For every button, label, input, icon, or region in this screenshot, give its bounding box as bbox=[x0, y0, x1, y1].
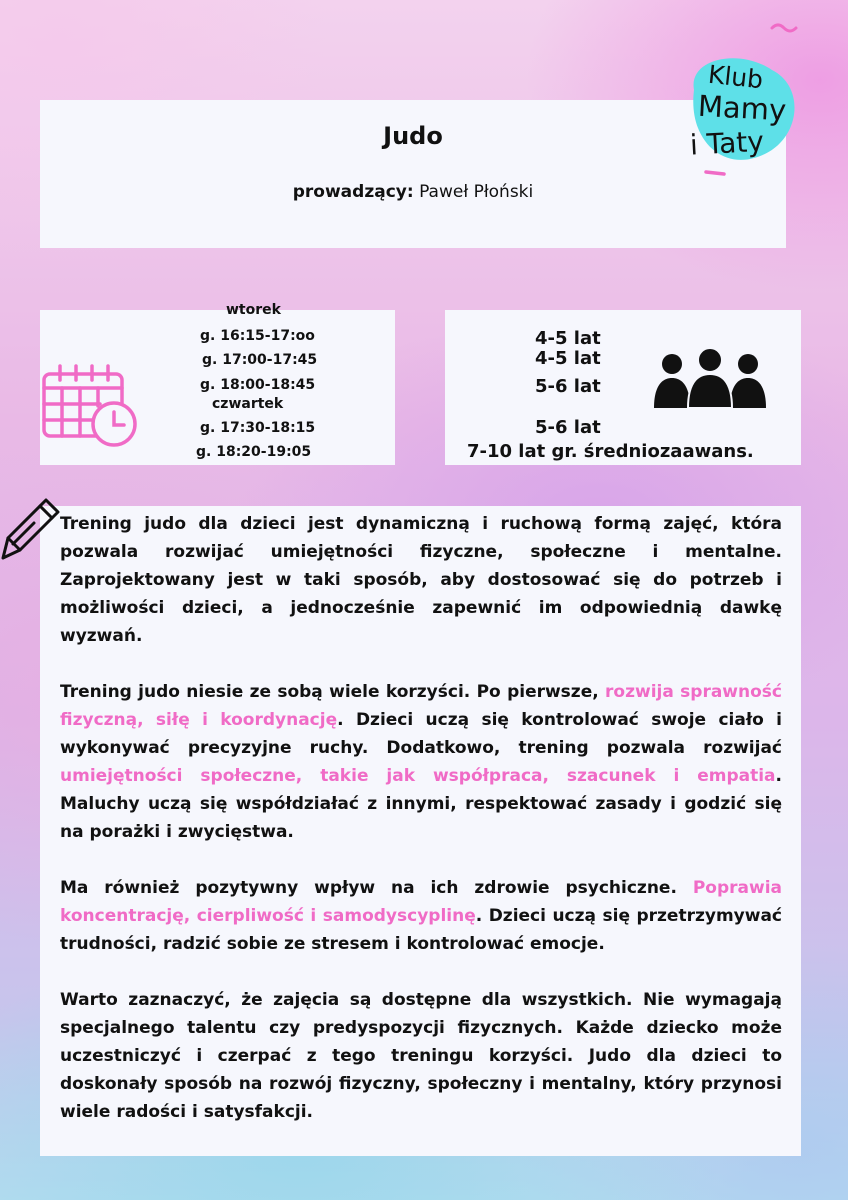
instructor-name: Paweł Płoński bbox=[419, 182, 534, 202]
highlight-text: umiejętności społeczne, takie jak współpraca, szacunek i empatia bbox=[60, 766, 776, 786]
description-text bbox=[60, 510, 782, 1154]
schedule-day-tuesday: wtorek bbox=[226, 302, 281, 318]
page-title: Judo bbox=[383, 122, 443, 150]
text-run: . Dzieci uczą się kontrolować swoje ciało i wykonywać precyzyjne ruchy. Dodatkowo, trening pozwala rozwijać bbox=[60, 710, 782, 758]
club-logo bbox=[680, 18, 810, 183]
description-paragraph bbox=[60, 874, 782, 958]
age-group: 5-6 lat bbox=[535, 417, 601, 438]
schedule-slot: g. 18:00-18:45 bbox=[200, 377, 316, 393]
schedule-slot: g. 17:30-18:15 bbox=[200, 420, 316, 436]
text-run: . Dzieci uczą się przetrzymywać trudności, radzić sobie ze stresem i kontrolować emocje. bbox=[60, 906, 782, 954]
people-icon bbox=[648, 346, 772, 410]
schedule-slot: g. 18:20-19:05 bbox=[196, 444, 312, 460]
text-run: Ma również pozytywny wpływ na ich zdrowie psychiczne. bbox=[60, 878, 693, 898]
age-group: 5-6 lat bbox=[535, 376, 601, 397]
text-run: . Maluchy uczą się współdziałać z innymi, respektować zasady i godzić się na porażki i zwycięstwa. bbox=[60, 766, 782, 842]
age-group: 7-10 lat gr. średniozaawans. bbox=[467, 441, 754, 462]
age-group: 4-5 lat bbox=[535, 328, 601, 349]
highlight-text: Poprawia koncentrację, cierpliwość i samodyscyplinę bbox=[60, 878, 782, 926]
header-card bbox=[40, 100, 786, 248]
text-run: Trening judo niesie ze sobą wiele korzyści. Po pierwsze, bbox=[60, 682, 606, 702]
age-group: 4-5 lat bbox=[535, 348, 601, 369]
schedule-slot: g. 16:15-17:oo bbox=[200, 328, 315, 344]
highlight-text: rozwija sprawność fizyczną, siłę i koordynację bbox=[60, 682, 782, 730]
pencil-icon bbox=[0, 494, 64, 566]
description-card bbox=[40, 506, 801, 1156]
logo-text-taty: i Taty bbox=[689, 124, 765, 162]
logo-text-klub: Klub bbox=[706, 59, 765, 95]
description-paragraph: Warto zaznaczyć, że zajęcia są dostępne dla wszystkich. Nie wymagają specjalnego talentu czy predyspozycji fizycznych. Każde dziecko może uczestniczyć i czerpać z tego treningu korzyści. Judo dla dzieci to doskonały sposób na rozwój fizyczny, społeczny i mentalny, który przynosi wiele radości i satysfakcji. bbox=[60, 990, 782, 1122]
description-paragraph: Trening judo dla dzieci jest dynamiczną i ruchową formą zajęć, która pozwala rozwijać umiejętności fizyczne, społeczne i mentalne. Zaprojektowany jest w taki sposób, aby dostosować się do potrzeb i możliwości dzieci, a jednocześnie zapewnić im odpowiednią dawkę wyzwań. bbox=[60, 514, 782, 646]
schedule-day-thursday: czwartek bbox=[212, 396, 284, 412]
schedule-slot: g. 17:00-17:45 bbox=[202, 352, 318, 368]
calendar-icon bbox=[40, 362, 138, 450]
description-paragraph bbox=[60, 678, 782, 846]
instructor-label: prowadzący: bbox=[292, 182, 414, 202]
logo-text-mamy: Mamy bbox=[697, 88, 788, 128]
instructor-line bbox=[40, 182, 786, 202]
